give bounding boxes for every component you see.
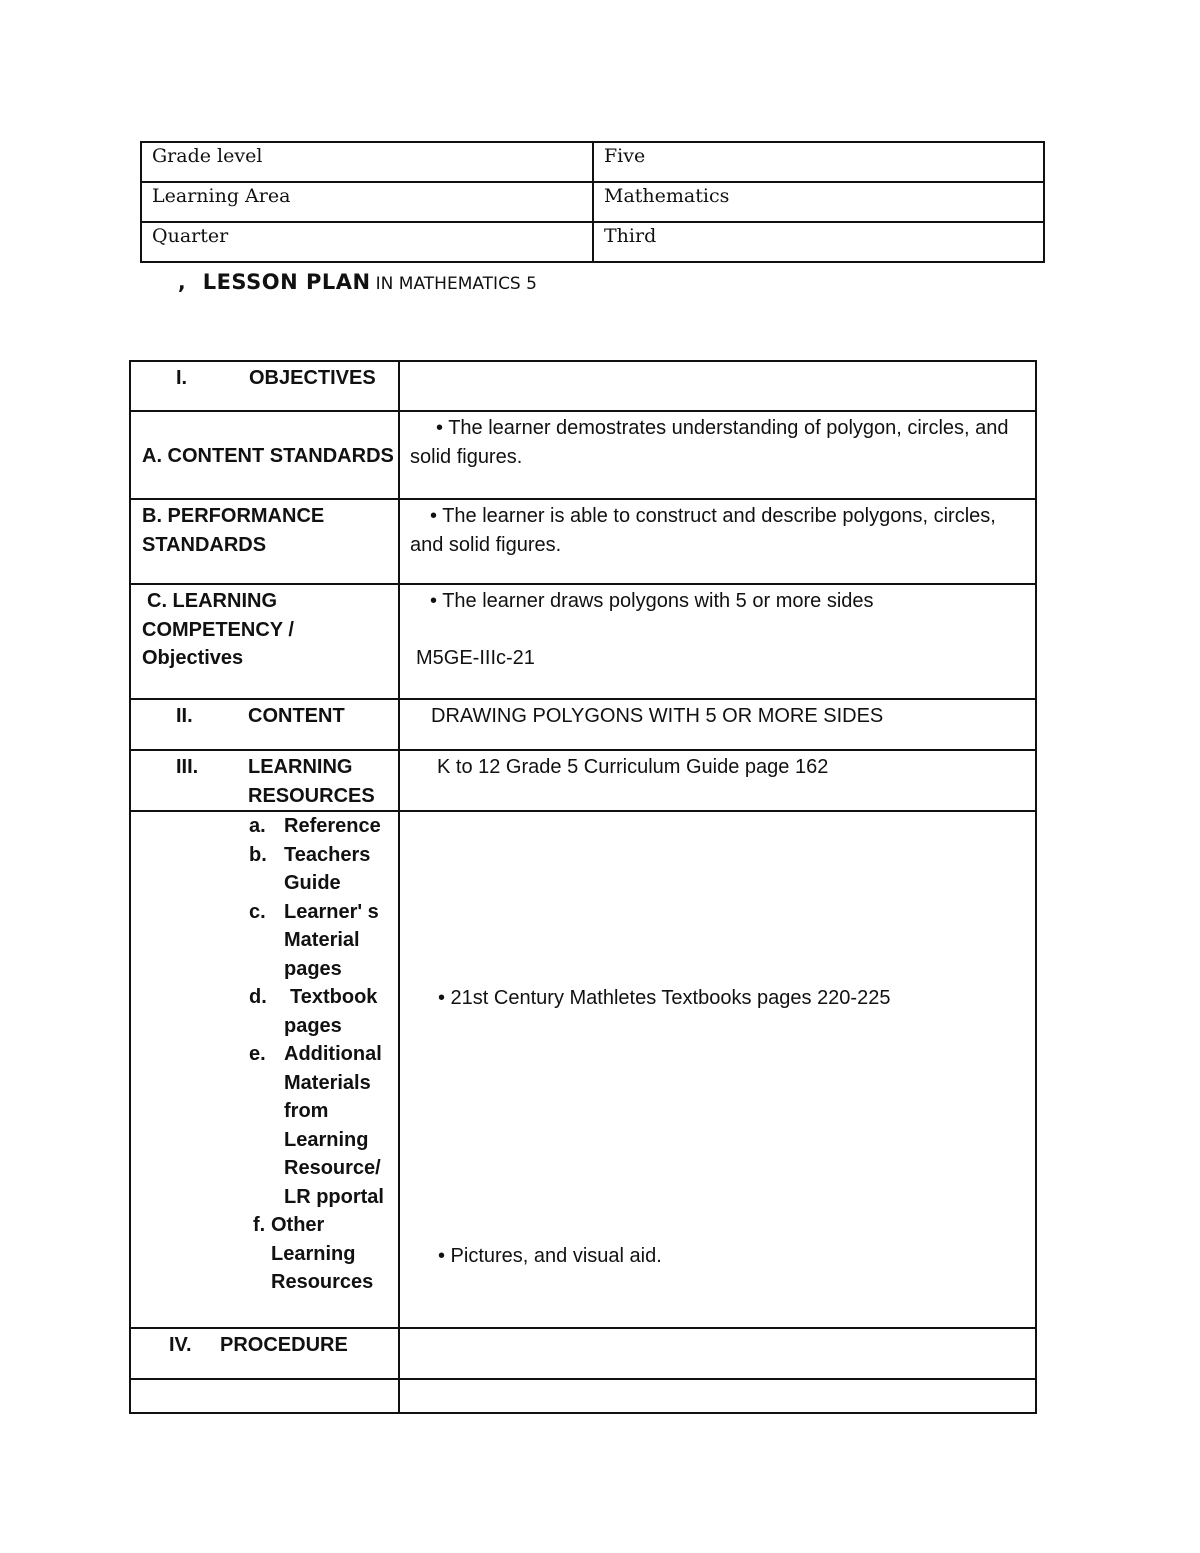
content-row: [130, 699, 1036, 750]
reference-label: Textbook pages: [284, 986, 378, 1037]
title-comma: ,: [178, 270, 186, 294]
info-label: Grade level: [141, 142, 593, 182]
reference-number: e.: [249, 1043, 266, 1065]
learning-resources-heading-cell: [130, 750, 399, 811]
learning-competency-row: [130, 584, 1036, 699]
info-row-grade-level: [141, 142, 1044, 182]
reference-number: b.: [249, 843, 267, 866]
section-label: LEARNING RESOURCES: [248, 756, 375, 807]
references-list: [131, 812, 398, 1211]
reference-item: [249, 983, 398, 1040]
reference-item: [131, 1211, 398, 1297]
learning-resources-value-cell: [399, 750, 1036, 811]
section-label: PROCEDURE: [220, 1334, 348, 1356]
lesson-plan-table: [129, 360, 1037, 1414]
reference-number: f.: [253, 1214, 266, 1236]
content-standards-value-cell: [399, 411, 1036, 499]
empty-cell: [399, 1379, 1036, 1413]
lesson-info-table: [140, 141, 1045, 263]
section-number: II.: [176, 705, 193, 727]
reference-item: [249, 812, 398, 841]
reference-number: d.: [249, 986, 267, 1008]
performance-standards-label-cell: [130, 499, 399, 584]
title-main: LESSON PLAN: [202, 270, 371, 294]
info-label: Learning Area: [141, 182, 593, 222]
performance-standards-row: [130, 499, 1036, 584]
learning-competency-label-cell: [130, 584, 399, 699]
learning-resources-row: [130, 750, 1036, 811]
other-resources-text: • Pictures, and visual aid.: [438, 1245, 662, 1267]
learning-competency-code: M5GE-IIIc-21: [416, 646, 535, 669]
section-label: OBJECTIVES: [249, 367, 376, 389]
content-value-cell: [399, 699, 1036, 750]
page-title: [178, 270, 537, 294]
title-subject: IN MATHEMATICS 5: [375, 274, 537, 294]
content-standards-row: [130, 411, 1036, 499]
references-row: [130, 811, 1036, 1328]
objectives-heading-cell: [130, 361, 399, 411]
reference-item: [249, 898, 398, 984]
info-row-quarter: [141, 222, 1044, 262]
reference-item: [249, 1040, 398, 1211]
info-row-learning-area: [141, 182, 1044, 222]
procedure-value-cell: [399, 1328, 1036, 1379]
learning-competency-value-cell: [399, 584, 1036, 699]
performance-standards-value-cell: [399, 499, 1036, 584]
performance-standards-text: • The learner is able to construct and describe polygons, circles, and solid figures.: [410, 505, 996, 556]
objectives-value-cell: [399, 361, 1036, 411]
performance-standards-label: B. PERFORMANCE STANDARDS: [142, 505, 325, 556]
empty-row: [130, 1379, 1036, 1413]
reference-number: c.: [249, 900, 266, 923]
empty-cell: [130, 1379, 399, 1413]
section-number: IV.: [169, 1334, 192, 1356]
content-text: DRAWING POLYGONS WITH 5 OR MORE SIDES: [431, 705, 884, 727]
content-heading-cell: [130, 699, 399, 750]
info-value: Third: [593, 222, 1044, 262]
info-label: Quarter: [141, 222, 593, 262]
content-standards-label: A. CONTENT STANDARDS: [142, 445, 394, 467]
section-number: III.: [176, 756, 199, 778]
objectives-row: [130, 361, 1036, 411]
learning-resources-text: K to 12 Grade 5 Curriculum Guide page 162: [437, 756, 829, 778]
learning-competency-label: C. LEARNING COMPETENCY / Objectives: [142, 590, 294, 669]
reference-label: Learner' s Material pages: [284, 900, 379, 980]
procedure-row: [130, 1328, 1036, 1379]
content-standards-text: • The learner demostrates understanding of polygon, circles, and solid figures.: [410, 417, 1009, 468]
info-value: Mathematics: [593, 182, 1044, 222]
reference-label: Other Learning Resources: [271, 1214, 374, 1293]
learning-competency-text: • The learner draws polygons with 5 or more sides: [430, 590, 874, 612]
references-value-cell: [399, 811, 1036, 1328]
info-value: Five: [593, 142, 1044, 182]
textbook-reference-text: • 21st Century Mathletes Textbooks pages 220-225: [438, 987, 891, 1009]
reference-label: Reference: [284, 815, 381, 837]
reference-label: Teachers Guide: [284, 843, 371, 894]
section-label: CONTENT: [248, 705, 345, 727]
reference-label: Additional Materials from Learning Resource/ LR pportal: [284, 1043, 384, 1208]
content-standards-label-cell: [130, 411, 399, 499]
procedure-heading-cell: [130, 1328, 399, 1379]
reference-item: [249, 841, 398, 898]
section-number: I.: [176, 367, 188, 389]
references-list-cell: [130, 811, 399, 1328]
reference-number: a.: [249, 815, 266, 837]
